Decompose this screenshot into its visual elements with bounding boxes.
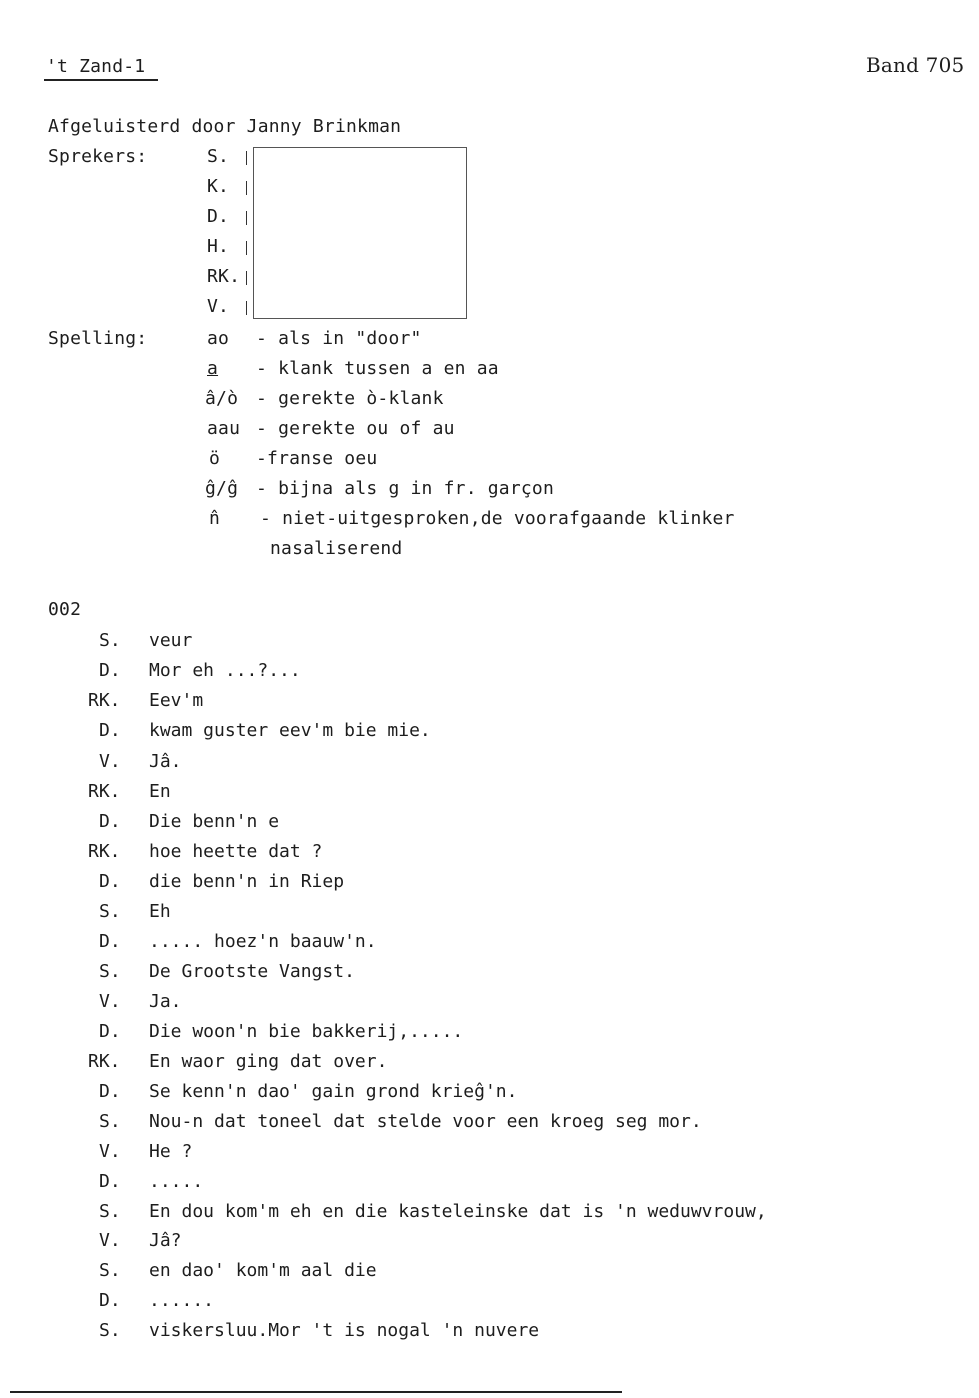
spelling-symbol: n̂: [209, 508, 221, 529]
page-title: 't Zand-1: [46, 56, 146, 77]
spelling-description: - gerekte ò-klank: [256, 388, 444, 409]
speaker-label: S.: [99, 1260, 121, 1281]
utterance: En: [149, 781, 171, 802]
speaker-label: V.: [99, 1230, 121, 1251]
speaker-label: RK.: [88, 1051, 121, 1072]
utterance: die benn'n in Riep: [149, 871, 345, 892]
spelling-description: - gerekte ou of au: [256, 418, 455, 439]
bottom-rule: [10, 1391, 622, 1393]
utterance: ..... hoez'n baauw'n.: [149, 931, 377, 952]
speakers-label: Sprekers:: [48, 146, 148, 167]
spelling-symbol: â/ò: [205, 388, 239, 409]
spelling-label: Spelling:: [48, 328, 148, 349]
speaker-label: RK.: [88, 841, 121, 862]
utterance: hoe heette dat ?: [149, 841, 323, 862]
speaker-label: V.: [99, 1141, 121, 1162]
utterance: En dou kom'm eh en die kasteleinske dat is 'n weduwvrouw,: [149, 1201, 767, 1222]
speaker-label: D.: [99, 871, 121, 892]
speaker-dash: [246, 241, 247, 255]
speaker-code: S.: [207, 146, 230, 167]
speaker-label: S.: [99, 1320, 121, 1341]
utterance: kwam guster eev'm bie mie.: [149, 720, 431, 741]
spelling-description: - niet-uitgesproken,de voorafgaande klinker: [260, 508, 735, 529]
utterance: en dao' kom'm aal die: [149, 1260, 377, 1281]
utterance: viskersluu.Mor 't is nogal 'n nuvere: [149, 1320, 540, 1341]
utterance: .....: [149, 1171, 204, 1192]
utterance: Nou-n dat toneel dat stelde voor een kroeg seg mor.: [149, 1111, 702, 1132]
spelling-symbol: ö: [209, 448, 221, 469]
speaker-label: S.: [99, 630, 121, 651]
spelling-symbol: aau: [207, 418, 241, 439]
speaker-label: D.: [99, 1021, 121, 1042]
speaker-dash: [246, 301, 247, 315]
speaker-label: RK.: [88, 781, 121, 802]
transcriber-line: Afgeluisterd door Janny Brinkman: [48, 116, 402, 137]
speaker-label: D.: [99, 720, 121, 741]
section-number: 002: [48, 599, 82, 620]
speaker-code: RK.: [207, 266, 241, 287]
speaker-dash: [246, 151, 247, 165]
spelling-description: - als in "door": [256, 328, 422, 349]
utterance: Jâ?: [149, 1230, 182, 1251]
spelling-symbol: a: [207, 358, 219, 379]
speaker-label: S.: [99, 1111, 121, 1132]
utterance: Mor eh ...?...: [149, 660, 301, 681]
utterance: ......: [149, 1290, 215, 1311]
speaker-code: V.: [207, 296, 230, 317]
spelling-description: -franse oeu: [256, 448, 378, 469]
utterance: Ja.: [149, 991, 182, 1012]
speaker-label: D.: [99, 1171, 121, 1192]
redacted-names-box: [253, 147, 467, 319]
spelling-description: - bijna als g in fr. garçon: [256, 478, 554, 499]
speaker-dash: [246, 271, 247, 285]
speaker-label: D.: [99, 931, 121, 952]
speaker-label: D.: [99, 1290, 121, 1311]
utterance: Die benn'n e: [149, 811, 280, 832]
utterance: Eev'm: [149, 690, 204, 711]
spelling-continuation: nasaliserend: [270, 538, 403, 559]
title-underline: [44, 79, 158, 81]
speaker-label: V.: [99, 991, 121, 1012]
spelling-symbol: ao: [207, 328, 230, 349]
speaker-label: S.: [99, 901, 121, 922]
utterance: Jâ.: [149, 751, 182, 772]
band-number: Band 705: [866, 53, 965, 77]
utterance: De Grootste Vangst.: [149, 961, 355, 982]
speaker-code: K.: [207, 176, 230, 197]
speaker-label: D.: [99, 811, 121, 832]
speaker-code: H.: [207, 236, 230, 257]
spelling-description: - klank tussen a en aa: [256, 358, 499, 379]
utterance: Eh: [149, 901, 171, 922]
speaker-label: RK.: [88, 690, 121, 711]
speaker-code: D.: [207, 206, 230, 227]
utterance: He ?: [149, 1141, 193, 1162]
utterance: veur: [149, 630, 193, 651]
spelling-symbol: ĝ/ĝ: [205, 478, 239, 499]
utterance: Se kenn'n dao' gain grond krieĝ'n.: [149, 1081, 518, 1102]
utterance: En waor ging dat over.: [149, 1051, 388, 1072]
speaker-label: S.: [99, 1201, 121, 1222]
speaker-label: D.: [99, 660, 121, 681]
speaker-label: D.: [99, 1081, 121, 1102]
speaker-dash: [246, 211, 247, 225]
speaker-dash: [246, 181, 247, 195]
speaker-label: S.: [99, 961, 121, 982]
speaker-label: V.: [99, 751, 121, 772]
utterance: Die woon'n bie bakkerij,.....: [149, 1021, 464, 1042]
